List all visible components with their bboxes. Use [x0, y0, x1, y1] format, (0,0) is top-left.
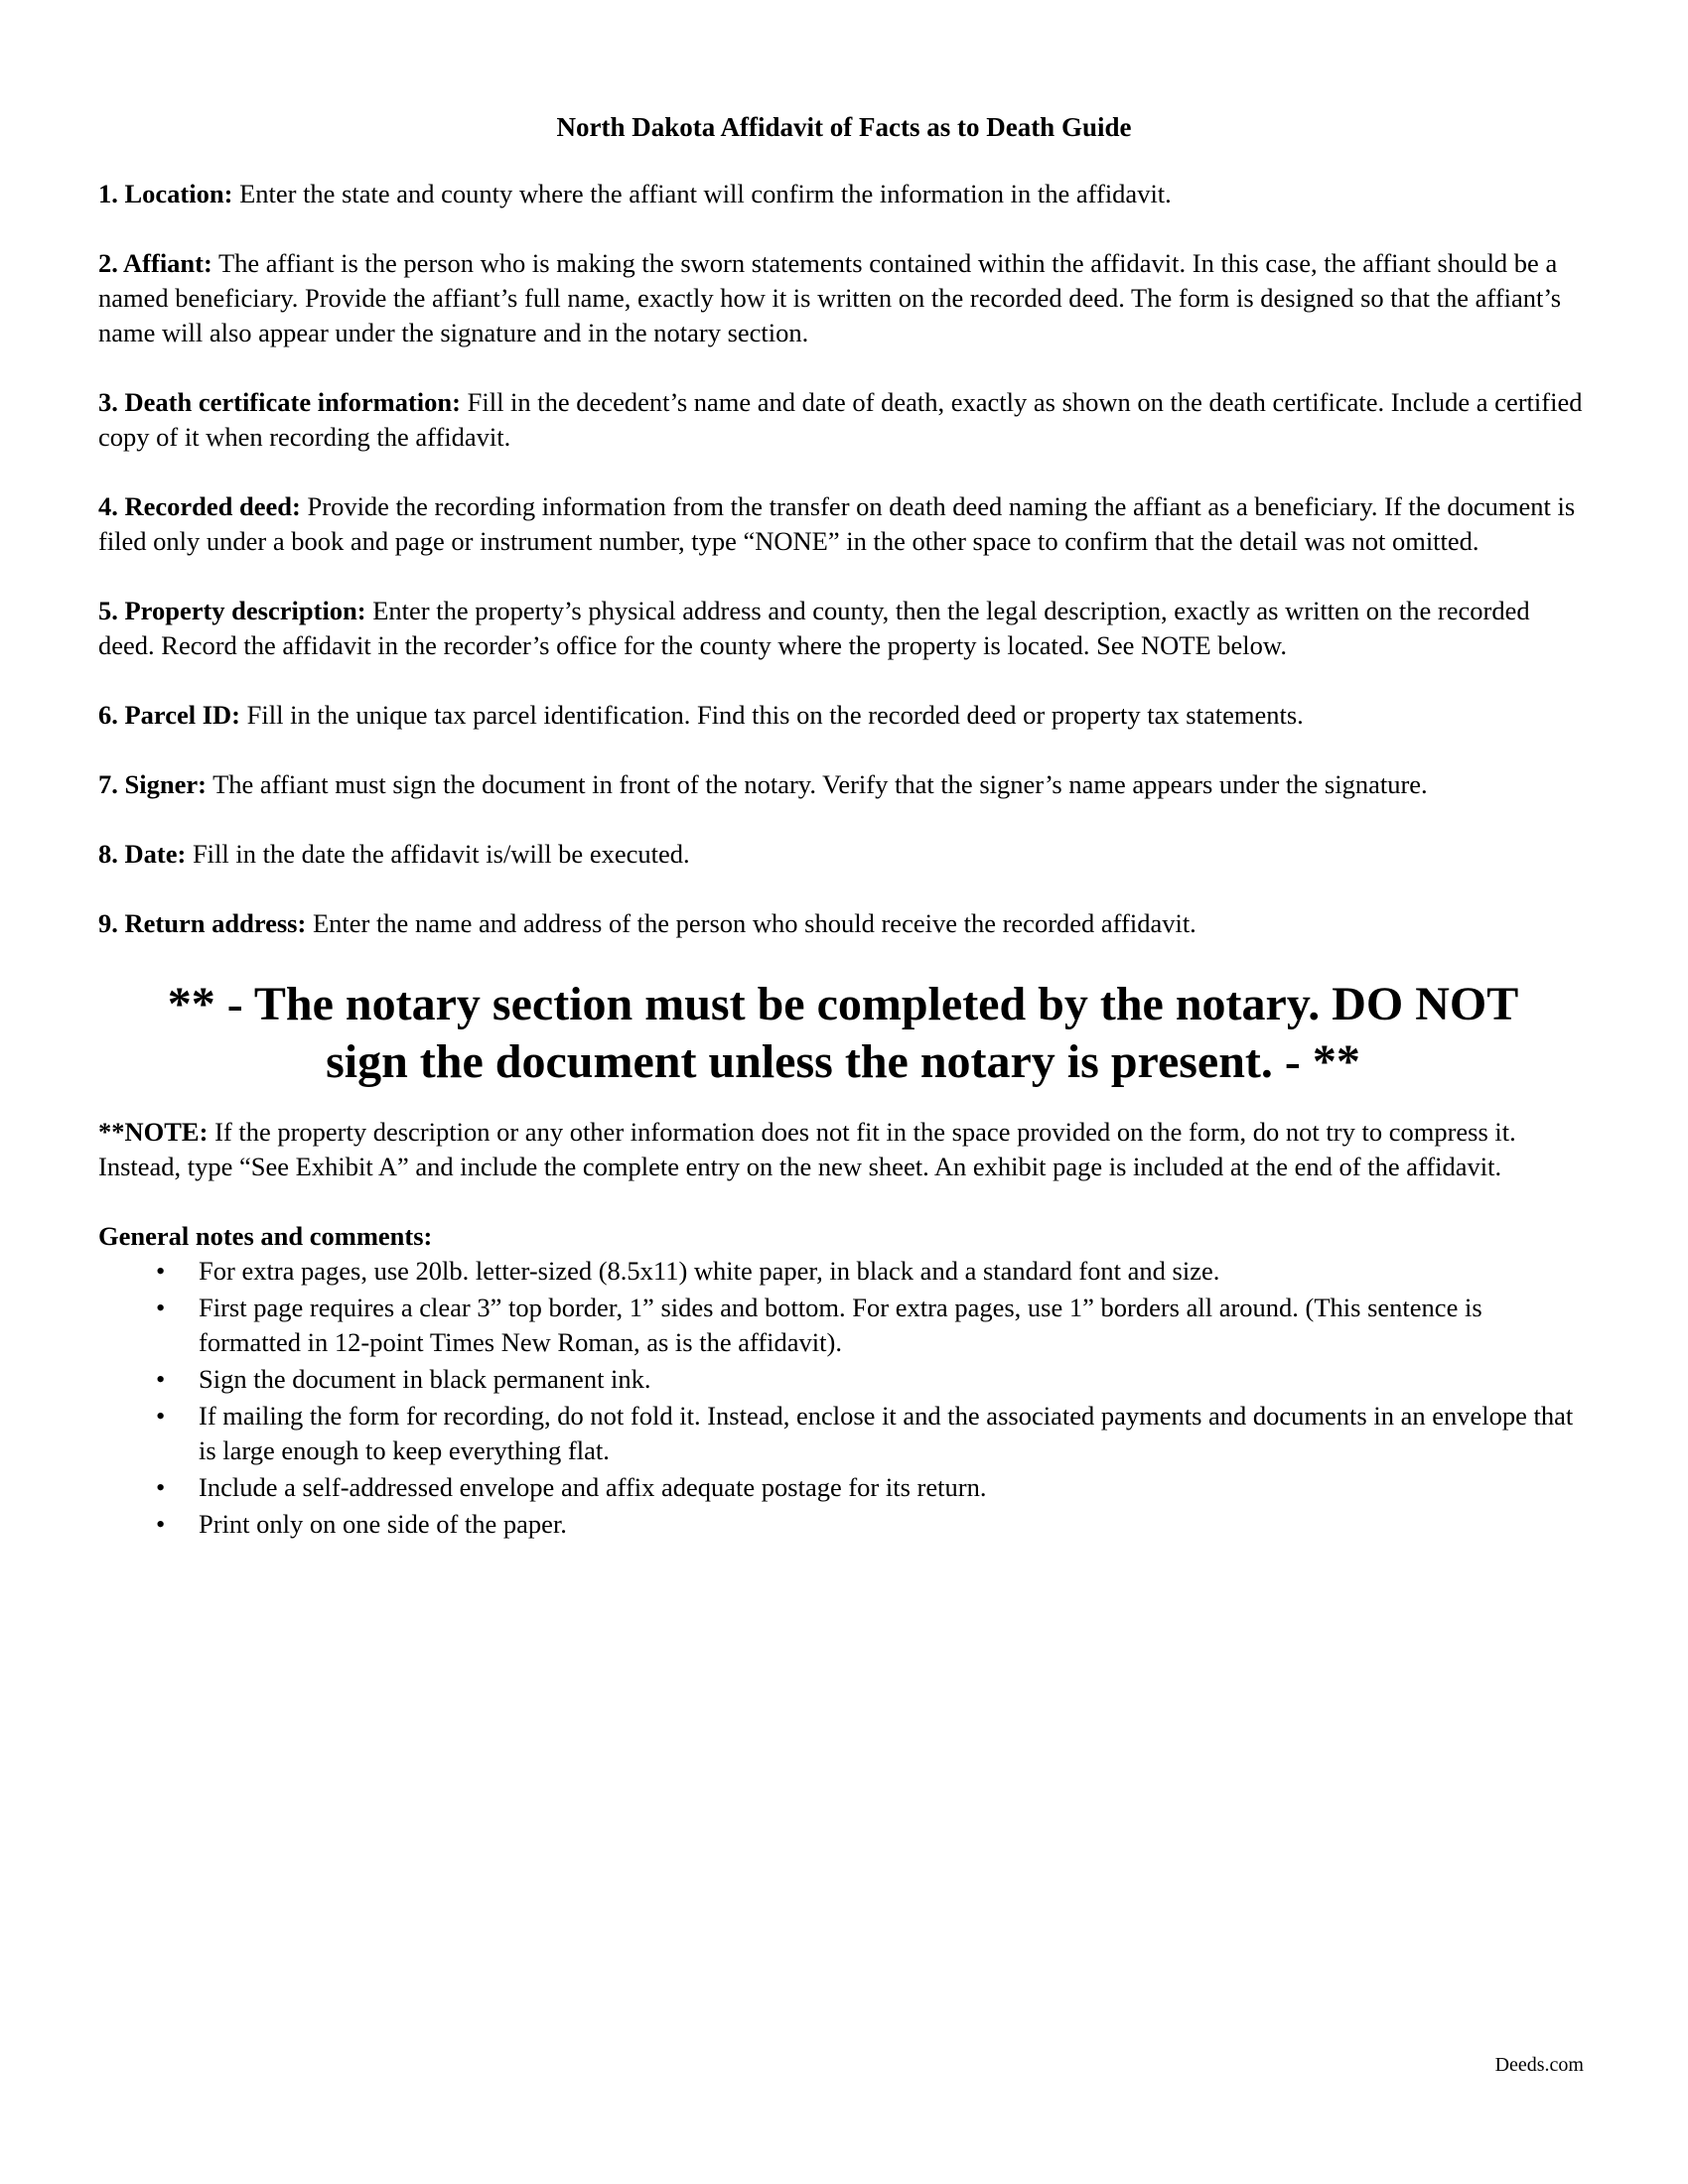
item-label: 9. Return address: [98, 908, 307, 938]
item-text: Fill in the decedent’s name and date of death, exactly as shown on the death certificate. Include a certified copy of it when recording the affidavit. [98, 387, 1583, 452]
bullet-icon: • [156, 1364, 166, 1394]
list-item [98, 1470, 1588, 1505]
list-item-text: For extra pages, use 20lb. letter-sized (8.5x11) white paper, in black and a standard font and size. [199, 1256, 1220, 1286]
guide-item-date [98, 837, 1588, 872]
item-label: 7. Signer: [98, 769, 207, 799]
guide-item-location [98, 177, 1588, 211]
item-label: 5. Property description: [98, 596, 366, 625]
item-label: 6. Parcel ID: [98, 700, 241, 730]
guide-item-death-certificate [98, 385, 1588, 455]
guide-item-return-address [98, 906, 1588, 941]
general-notes-heading: General notes and comments: [98, 1221, 433, 1251]
bullet-icon: • [156, 1256, 166, 1286]
bullet-icon: • [156, 1509, 166, 1539]
notary-warning-line-2: sign the document unless the notary is present. - ** [326, 1035, 1360, 1088]
bullet-icon: • [156, 1401, 166, 1431]
list-item [98, 1291, 1588, 1360]
notary-warning [98, 976, 1588, 1091]
note-label: **NOTE: [98, 1117, 209, 1147]
item-text: Provide the recording information from the transfer on death deed naming the affiant as a beneficiary. If the document is filed only under a book and page or instrument number, type “NONE” in the other space to confirm that the detail was not omitted. [98, 491, 1576, 556]
item-text: Enter the property’s physical address and county, then the legal description, exactly as written on the recorded deed. Record the affidavit in the recorder’s office for the county where the property is located. See NOTE below. [98, 596, 1530, 660]
footer-brand: Deeds.com [1494, 2054, 1584, 2076]
list-item [98, 1362, 1588, 1397]
bullet-icon: • [156, 1472, 166, 1502]
item-text: Fill in the unique tax parcel identification. Find this on the recorded deed or property tax statements. [240, 700, 1304, 730]
item-label: 2. Affiant: [98, 248, 212, 278]
item-text: Enter the state and county where the affiant will confirm the information in the affidavit. [232, 179, 1172, 208]
general-notes-list [98, 1254, 1588, 1542]
list-item-text: First page requires a clear 3” top border, 1” sides and bottom. For extra pages, use 1” borders all around. (This sentence is formatted in 12-point Times New Roman, as is the affidavit). [199, 1293, 1482, 1357]
page-title: North Dakota Affidavit of Facts as to Death Guide [556, 112, 1132, 142]
list-item [98, 1254, 1588, 1289]
item-text: Enter the name and address of the person who should receive the recorded affidavit. [306, 908, 1196, 938]
item-text: The affiant must sign the document in front of the notary. Verify that the signer’s name appears under the signature. [206, 769, 1428, 799]
list-item [98, 1507, 1588, 1542]
item-label: 3. Death certificate information: [98, 387, 461, 417]
item-label: 1. Location: [98, 179, 233, 208]
item-label: 4. Recorded deed: [98, 491, 301, 521]
notary-warning-line-1: ** - The notary section must be completed by the notary. DO NOT [167, 978, 1519, 1030]
guide-item-property-description [98, 594, 1588, 663]
list-item-text: If mailing the form for recording, do not fold it. Instead, enclose it and the associated payments and documents in an envelope that is large enough to keep everything flat. [199, 1401, 1574, 1465]
item-text: The affiant is the person who is making the sworn statements contained within the affidavit. In this case, the affiant should be a named beneficiary. Provide the affiant’s full name, exactly how it is written on the recorded deed. The form is designed so that the affiant’s name will also appear under the signature and in the notary section. [98, 248, 1562, 347]
guide-item-affiant [98, 246, 1588, 350]
bullet-icon: • [156, 1293, 166, 1322]
item-text: Fill in the date the affidavit is/will be executed. [186, 839, 690, 869]
item-label: 8. Date: [98, 839, 187, 869]
guide-item-signer [98, 767, 1588, 802]
list-item-text: Include a self-addressed envelope and affix adequate postage for its return. [199, 1472, 987, 1502]
guide-item-parcel-id [98, 698, 1588, 733]
guide-content [98, 177, 1588, 1544]
list-item-text: Sign the document in black permanent ink. [199, 1364, 651, 1394]
list-item [98, 1399, 1588, 1468]
note-paragraph [98, 1115, 1588, 1184]
note-text: If the property description or any other information does not fit in the space provided on the form, do not try to compress it. Instead, type “See Exhibit A” and include the complete entry on the new sheet. An exhibit page is included at the end of the affidavit. [98, 1117, 1516, 1181]
list-item-text: Print only on one side of the paper. [199, 1509, 567, 1539]
guide-item-recorded-deed [98, 489, 1588, 559]
